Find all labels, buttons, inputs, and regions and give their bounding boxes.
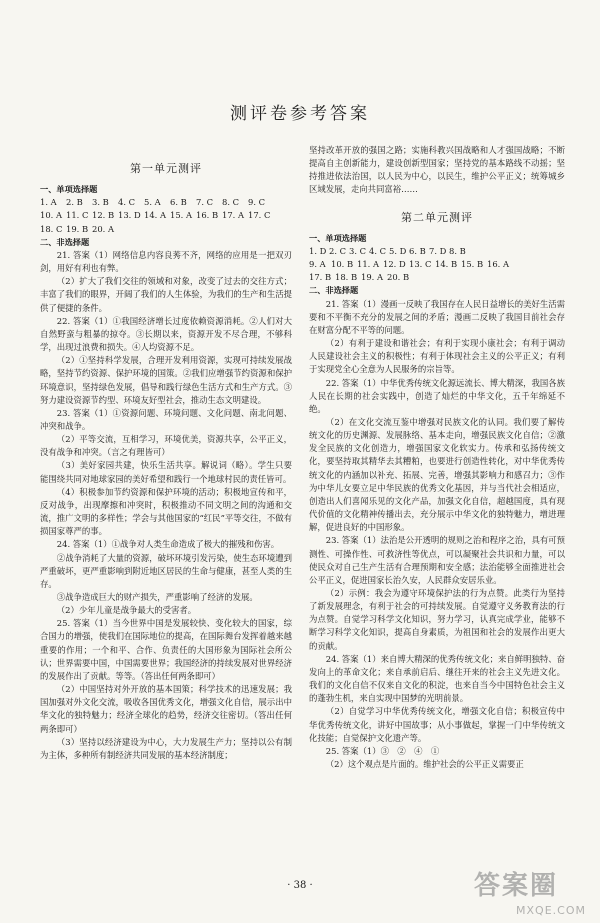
mc-item: 18. C	[40, 223, 63, 234]
mc-item: 20. B	[387, 272, 410, 283]
mc-item: 1. D	[309, 245, 327, 256]
mc-item: 13. C	[409, 259, 432, 270]
mc-item: 15. B	[461, 259, 484, 270]
answer-paragraph: （3）坚持以经济建设为中心，大力发展生产力；坚持以公有制为主体，多种所有制经济共同发展的基本经济制度；	[40, 736, 292, 760]
answer-paragraph: （2）这个观点是片面的。维护社会的公平正义需要正	[325, 759, 524, 770]
mc-item: 11. C	[66, 210, 89, 221]
mc-item: 10. A	[40, 210, 63, 221]
answer-paragraph: 22. 答案（1）①我国经济增长过度依赖资源消耗。②人们对大自然野蛮与粗暴的掠夺。③长期以来，资源开发不尽合理，不够科学，出现过浪费和损失。④人均资源不足。	[40, 315, 292, 353]
answer-paragraph: （2）自觉学习中华优秀传统文化，增强文化自信；积极宣传中华优秀传统文化，讲好中国故事；从小事做起，掌握一门中华传统文化技能；自觉保护文化遗产等。	[309, 706, 565, 743]
mc-item: 17. A	[222, 210, 245, 221]
answer-paragraph: ②战争消耗了大量的资源，破坏环境引发污染，使生态环境遭到严重破坏，更严重影响到附近地区居民的生命与健康，甚至人类的生存。	[40, 552, 292, 589]
page-title: 测评卷参考答案	[230, 104, 370, 124]
mc-item: 5. D	[389, 245, 407, 256]
mc-item: 2. C	[329, 245, 347, 256]
mc-item: 9. A	[309, 259, 326, 270]
mc-item: 13. D	[118, 210, 141, 221]
answer-paragraph: 21. 答案（1）漫画一反映了我国存在人民日益增长的美好生活需要和不平衡不充分的发展之间的矛盾；漫画二反映了我国目前社会存在财富分配不平等的问题。	[309, 298, 565, 335]
unit1-heading: 第一单元测评	[130, 162, 202, 175]
mc-item: 15. A	[170, 210, 193, 221]
mc-item: 7. C	[196, 197, 214, 208]
mc-item: 14. A	[144, 210, 167, 221]
left-column	[40, 152, 292, 762]
mc-item: 20. A	[92, 223, 115, 234]
answer-paragraph: 坚持改革开放的强国之路；实施科教兴国战略和人才强国战略；不断提高自主创新能力，建设创新型国家；坚持党的基本路线不动摇；坚持推进依法治国，以人民为中心，以民生，维护公平正义；统筹城乡区域发展，走向共同富裕……	[309, 145, 565, 195]
answer-paragraph: ③战争造成巨大的财产损失，严重影响了经济的发展。	[56, 592, 258, 602]
answer-paragraph: （2）在文化交流互鉴中增强对民族文化的认同。我们要了解传统文化的历史渊源、发展脉络、基本走向，增强民族文化自信；②激发全民族的文化创造力，增强国家文化软实力。传承和弘扬传统文化，要坚持取其精华去其糟粕，也要进行创造性转化，对中华优秀传统文化的内涵加以补充、拓展、完善，增强其影响力和感召力；③作为中华儿女要立足中华民族的优秀文化基因，并与当代社会相适应，创造出人们喜闻乐见的文化产品，加强文化自信，超越国度，具有现代价值的文化精神传播出去，充分展示中华文化的独特魅力，增进理解，促进良好的中国形象。	[309, 416, 565, 533]
watermark-logo	[474, 865, 592, 917]
mc-item: 4. C	[369, 245, 387, 256]
answer-paragraph: （2）①坚持科学发展，合理开发利用资源，实现可持续发展战略，坚持节约资源、保护环境的国策。②我们应增强节约资源和保护环境意识，坚持绿色发展，倡导和践行绿色生活方式和生产方式。③努力建设资源节约型、环境友好型社会，推动生态文明建设。	[40, 355, 292, 405]
answer-paragraph: （2）平等交流，互相学习，环境优美，资源共享，公平正义，没有战争和冲突。（言之有理皆可）	[40, 434, 292, 458]
answer-paragraph: 23. 答案（1）①资源问题、环境问题、文化问题、南北问题、冲突和战争。	[40, 407, 292, 431]
mc-item: 6. B	[170, 197, 187, 208]
mc-item: 4. C	[118, 197, 136, 208]
watermark-text: 答案圈	[474, 871, 559, 901]
unit2-heading: 第二单元测评	[401, 210, 473, 224]
mc-item: 11. A	[357, 259, 380, 270]
unit2-section2-heading: 二、非选择题	[309, 285, 359, 296]
mc-item: 16. A	[487, 259, 510, 270]
answer-paragraph: 23. 答案（1）法治是公开透明的规则之治和程序之治，具有可预测性、可操作性、可救济性等优点，可以凝聚社会共识和力量，可以使民众对自己生产生活有合理预期和安全感；法治能够全面推进社会公平正义，促进国家长治久安，人民群众安居乐业。	[309, 535, 565, 585]
mc-item: 3. C	[349, 245, 367, 256]
answer-paragraph: （4）积极参加节约资源和保护环境的活动；积极地宣传和平，反对战争，出现摩擦和冲突时，积极推动不同文明之间的沟通和交流，推广文明的多样性；学会与其他国家的“红民”平等交往，不做有损国家尊严的事。	[40, 486, 292, 537]
mc-item: 16. B	[196, 210, 219, 221]
mc-item: 19. B	[66, 223, 89, 234]
mc-item: 5. A	[144, 197, 161, 208]
mc-item: 12. B	[92, 210, 115, 221]
answer-paragraph: 24. 答案（1）来自博大精深的优秀传统文化；来自鲜明独特、奋发向上的革命文化；来自承前启后、继往开来的社会主义先进文化。我们的文化自信不仅来自文化的积淀，也来自当今中国特色社会主义的蓬勃生机，来自实现中国梦的光明前景。	[309, 653, 565, 704]
answer-paragraph: 25. 答案（1）当今世界中国是发展较快、变化较大的国家，综合国力的增强，使我们在国际地位的提高，在国际舞台发挥着越来越重要的作用；一个和平、合作、负责任的大国形象为国际社会所公认；世界需要中国，中国需要世界；我国经济的持续发展对世界经济的发展作出了贡献。等等。（答出任何两条即可）	[40, 618, 292, 681]
page-number: · 38 ·	[287, 880, 313, 891]
watermark-url: MXQE.COM	[516, 904, 586, 917]
answer-paragraph: （2）示例：我会为遵守环境保护法的行为点赞。此类行为坚持了新发展理念，有利于社会的可持续发展。自觉遵守义务教育法的行为点赞。自觉学习科学文化知识，努力学习，认真完成学业，能够不断学习科学文化知识，提高自身素质，为祖国和社会的发展作出更大的贡献。	[309, 588, 565, 651]
mc-item: 14. B	[435, 259, 458, 270]
mc-item: 17. C	[248, 210, 271, 221]
answer-paragraph: （2）有利于建设和谐社会；有利于实现小康社会；有利于调动人民建设社会主义的积极性；有利于体现社会主义的公平正义；有利于实现党全心全意为人民服务的宗旨等。	[309, 338, 565, 375]
mc-item: 10. B	[331, 259, 354, 270]
mc-item: 2. B	[66, 197, 83, 208]
mc-item: 17. B	[309, 272, 332, 283]
mc-item: 12. D	[383, 259, 406, 270]
answer-paragraph: （3）美好家园共建，快乐生活共享。解说词（略）。学生只要能围绕共同对地球家园的美好希望和践行一个地球村民的责任皆可。	[40, 460, 292, 484]
mc-item: 1. A	[40, 197, 57, 208]
mc-item: 8. C	[222, 197, 240, 208]
mc-item: 6. B	[409, 245, 426, 256]
mc-item: 8. B	[449, 245, 466, 256]
answer-paragraph: 24. 答案（1）①战争对人类生命造成了极大的摧残和伤害。	[56, 539, 280, 550]
answer-paragraph: （2）中国坚持对外开放的基本国策；科学技术的迅速发展；我国加强对外文化交流，吸收各国优秀文化，增强文化自信，展示出中华文化的独特魅力；经济全球化的趋势，经济交往密切。（答出任何两条即可）	[40, 684, 292, 734]
right-column	[309, 144, 565, 771]
unit2-mc-answers	[309, 245, 565, 284]
unit1-section2-heading: 二、非选择题	[40, 236, 90, 247]
mc-item: 18. B	[335, 272, 358, 283]
mc-item: 7. D	[429, 245, 447, 256]
unit1-mc-answers	[40, 196, 292, 235]
answer-paragraph: （2）扩大了我们交往的领域和对象，改变了过去的交往方式；丰富了我们的眼界，开阔了我们的人生体验，为我们的生产和生活提供了便捷的条件。	[40, 276, 292, 313]
answer-paragraph: 21. 答案（1）网络信息内容良莠不齐，网络的应用是一把双刃剑，用好有利也有弊。	[40, 249, 292, 274]
mc-item: 9. C	[248, 197, 266, 208]
answer-paragraph: 25. 答案（1）③ ② ④ ①	[325, 745, 440, 756]
unit1-section1-heading: 一、单项选择题	[40, 184, 98, 195]
answer-paragraph: 22. 答案（1）中华优秀传统文化源远流长、博大精深，我国各族人民在长期的社会实践中，创造了灿烂的中华文化，五千年绵延不绝。	[309, 377, 565, 414]
unit2-section1-heading: 一、单项选择题	[309, 232, 367, 243]
answer-paragraph: （2）少年儿童是战争最大的受害者。	[56, 605, 197, 616]
mc-item: 19. A	[361, 272, 384, 283]
mc-item: 3. B	[92, 197, 109, 208]
